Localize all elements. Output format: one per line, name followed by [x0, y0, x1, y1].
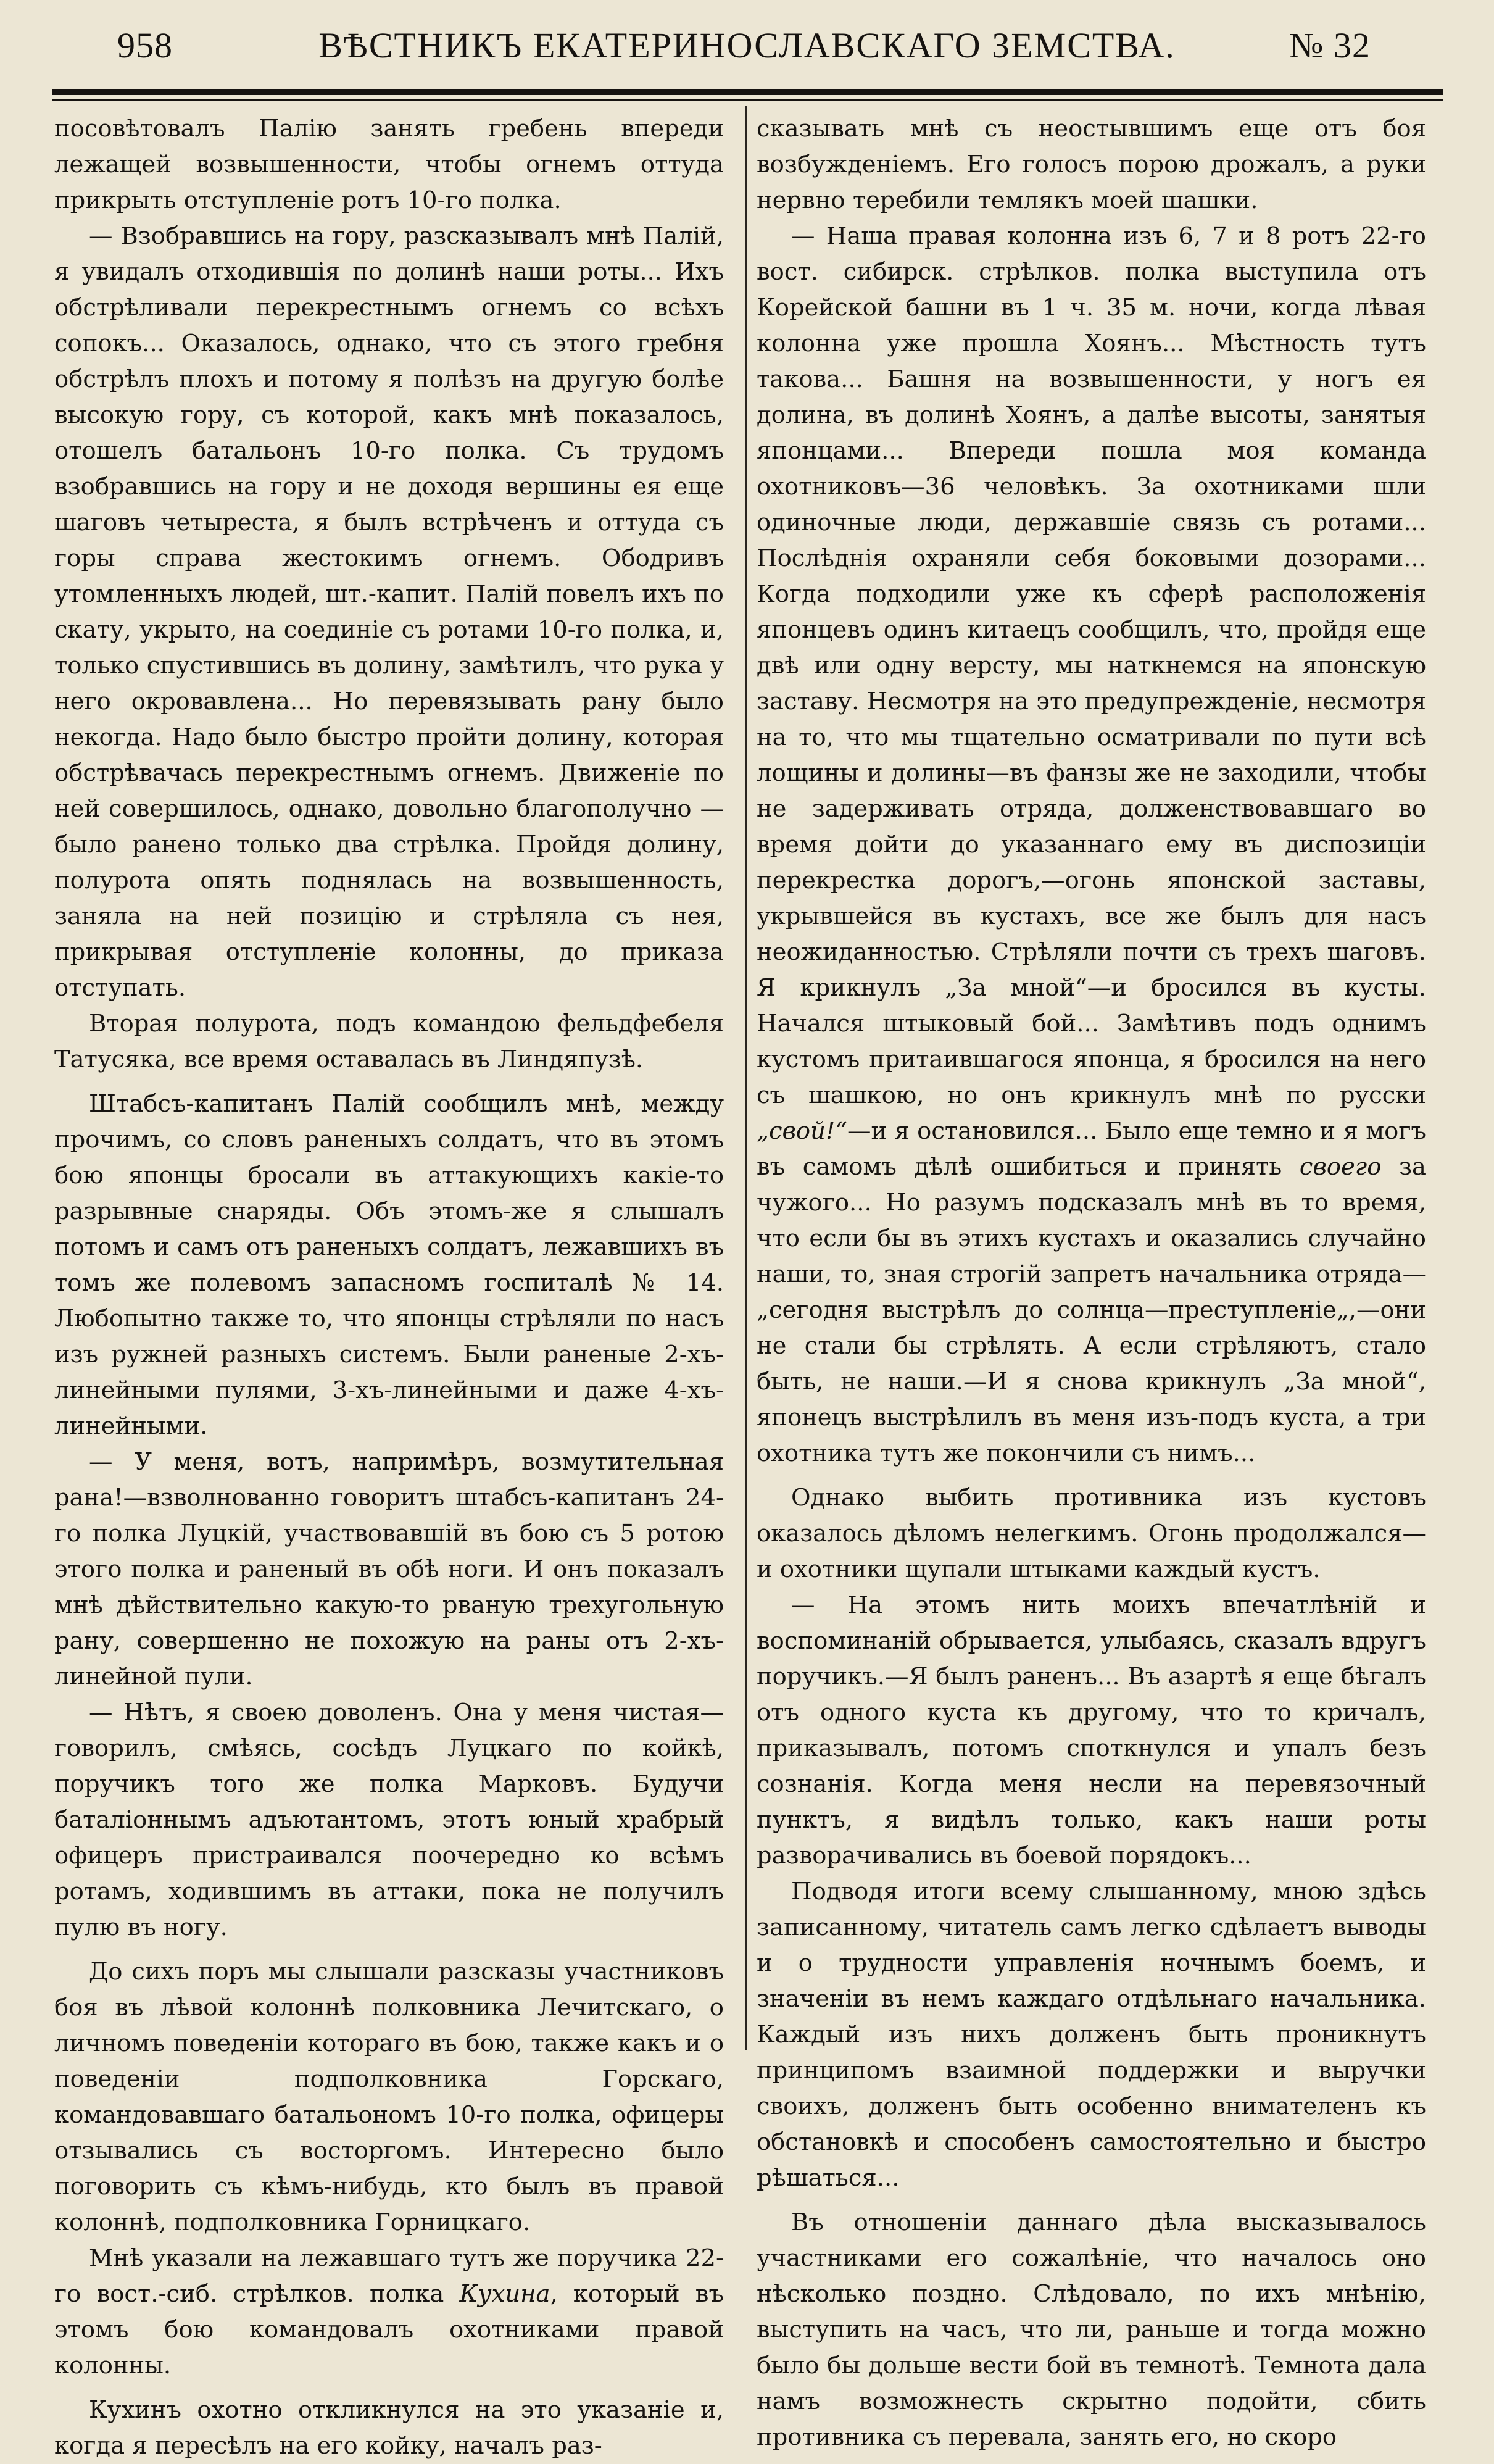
text-run: за чужого... Но разумъ подсказалъ мнѣ въ то время, что если бы въ этихъ кустахъ и оказались случайно наши, то, зная строгій запретъ начальника отряда—„сегодня выстрѣлъ до солнца—преступленіе„,—они не стали бы стрѣлять. А если стрѣляютъ, стало быть, не наши.—И я снова крикнулъ „За мной“, японецъ выстрѣлилъ въ меня изъ-подъ куста, а три охотника тутъ же покончили съ нимъ... [757, 1153, 1426, 1467]
paragraph: — На этомъ нить моихъ впечатлѣній и воспоминаній обрывается, улыбаясь, сказалъ вдругъ поручикъ.—Я былъ раненъ... Въ азартѣ я еще бѣгалъ отъ одного куста къ другому, что то кричалъ, приказывалъ, потомъ споткнулся и упалъ безъ сознанія. Когда меня несли на перевязочный пунктъ, я видѣлъ только, какъ наши роты разворачивались въ боевой порядокъ... [757, 1591, 1426, 1870]
text-run: —и я остановился... Было еще темно и я могъ въ самомъ дѣлѣ ошибиться и принять [757, 1117, 1426, 1181]
issue-number: № 32 [1289, 25, 1371, 65]
journal-title: ВѢСТНИКЪ ЕКАТЕРИНОСЛАВСКАГО ЗЕМСТВА. [318, 25, 1176, 65]
italic-word: своего [1299, 1153, 1382, 1181]
paragraph: Вторая полурота, подъ командою фельдфебеля Татусяка, все время оставалась въ Линдяпузѣ. [54, 1010, 724, 1073]
header-rule-thick [52, 89, 1443, 95]
paragraph: Штабсъ-капитанъ Палій сообщилъ мнѣ, между прочимъ, со словъ раненыхъ солдатъ, что въ этомъ бою японцы бросали въ аттакующихъ какіе-то разрывные снаряды. Объ этомъ-же я слышалъ потомъ и самъ отъ раненыхъ солдатъ, лежавшихъ въ томъ же полевомъ запасномъ госпиталѣ № 14. Любопытно также то, что японцы стрѣляли по насъ изъ ружней разныхъ системъ. Были раненые 2-хъ-линейными пулями, 3-хъ-линейными и даже 4-хъ-линейными. [54, 1090, 724, 1440]
text-run: Мнѣ указали на лежавшаго тутъ же поручика 22-го вост.-сиб. стрѣлков. полка [54, 2244, 724, 2308]
italic-name: Кухина [459, 2280, 550, 2308]
page-header [56, 25, 1438, 74]
italic-word: „свой!“ [757, 1117, 848, 1145]
paragraph: — Взобравшись на гору, разсказывалъ мнѣ Палій, я увидалъ отходившія по долинѣ наши роты... Ихъ обстрѣливали перекрестнымъ огнемъ со всѣхъ сопокъ... Оказалось, однако, что съ этого гребня обстрѣлъ плохъ и потому я полѣзъ на другую болѣе высокую гору, съ которой, какъ мнѣ показалось, отошелъ батальонъ 10-го полка. Съ трудомъ взобравшись на гору и не доходя вершины ея еще шаговъ четыреста, я былъ встрѣченъ и оттуда съ горы справа жестокимъ огнемъ. Ободривъ утомленныхъ людей, шт.-капит. Палій повелъ ихъ по скату, укрыто, на соединіе съ ротами 10-го полка, и, только спустившись въ долину, замѣтилъ, что рука у него окровавлена... Но перевязывать рану было некогда. Надо было быстро пройти долину, которая обстрѣвачась перекрестнымъ огнемъ. Движеніе по ней совершилось, однако, довольно благополучно — было ранено только два стрѣлка. Пройдя долину, полурота опять поднялась на возвышенность, заняла на ней позицію и стрѣляла съ нея, прикрывая отступленіе колонны, до приказа отступать. [54, 222, 724, 1002]
paragraph: Кухинъ охотно откликнулся на это указаніе и, когда я пересѣлъ на его койку, началъ раз- [54, 2396, 724, 2460]
text-run: , который въ этомъ бою командовалъ охотниками правой колонны. [54, 2280, 724, 2379]
paragraph: посовѣтовалъ Палію занять гребень впереди лежащей возвышенности, чтобы огнемъ оттуда прикрыть отступленіе ротъ 10-го полка. [54, 115, 724, 214]
paragraph: До сихъ поръ мы слышали разсказы участниковъ боя въ лѣвой колоннѣ полковника Лечитскаго, о личномъ поведеніи котораго въ бою, также какъ и о поведеніи подполковника Горскаго, командовавшаго батальономъ 10-го полка, офицеры отзывались съ восторгомъ. Интересно было поговорить съ кѣмъ-нибудь, кто былъ въ правой колоннѣ, подполковника Горницкаго. [54, 1958, 724, 2236]
header-rule-thin [52, 99, 1443, 101]
paragraph: Въ отношеніи даннаго дѣла высказывалось участниками его сожалѣніе, что началось оно нѣсколько поздно. Слѣдовало, по ихъ мнѣнію, выступить на часъ, что ли, раньше и тогда можно было бы дольше вести бой въ темнотѣ. Темнота дала намъ возможнесть скрытно подойти, сбить противника съ перевала, занять его, но скоро [757, 2208, 1426, 2451]
paragraph [54, 2241, 724, 2384]
right-column [757, 111, 1426, 2451]
text-run: — Наша правая колонна изъ 6, 7 и 8 ротъ 22-го вост. сибирск. стрѣлков. полка выступила отъ Корейской башни въ 1 ч. 35 м. ночи, когда лѣвая колонна уже прошла Хоянъ... Мѣстность тутъ такова... Башня на возвышенности, у ногъ ея долина, въ долинѣ Хоянъ, а далѣе высоты, занятыя японцами... Впереди пошла моя команда охотниковъ—36 человѣкъ. За охотниками шли одиночные люди, державшіе связь съ ротами... Послѣднія охраняли себя боковыми дозорами... Когда подходили уже къ сферѣ расположенія японцевъ одинъ китаецъ сообщилъ, что, пройдя еще двѣ или одну версту, мы наткнемся на японскую заставу. Несмотря на это предупрежденіе, несмотря на то, что мы тщательно осматривали по пути всѣ лощины и долины—въ фанзы же не заходили, чтобы не задерживать отряда, долженствовавшаго во время дойти до указаннаго ему въ диспозиціи перекрестка дорогъ,—огонь японской заставы, укрывшейся въ кустахъ, все же былъ для насъ неожиданностью. Стрѣляли почти съ трехъ шаговъ. Я крикнулъ „За мной“—и бросился въ кусты. Начался штыковый бой... Замѣтивъ подъ однимъ кустомъ притаившагося японца, я бросился на него съ шашкою, но онъ крикнулъ мнѣ по русски [757, 222, 1426, 1109]
paragraph: Подводя итоги всему слышанному, мною здѣсь записанному, читатель самъ легко сдѣлаетъ выводы и о трудности управленія ночнымъ боемъ, и значеніи въ немъ каждаго отдѣльнаго начальника. Каждый изъ нихъ долженъ быть проникнутъ принципомъ взаимной поддержки и выручки своихъ, долженъ быть особенно внимателенъ къ обстановкѣ и способенъ самостоятельно и быстро рѣшаться... [757, 1878, 1426, 2192]
left-column [54, 111, 724, 2460]
paragraph [757, 219, 1426, 1471]
paragraph: сказывать мнѣ съ неостывшимъ еще отъ боя возбужденіемъ. Его голосъ порою дрожалъ, а руки нервно теребили темлякъ моей шашки. [757, 115, 1426, 214]
paragraph: — Нѣтъ, я своею доволенъ. Она у меня чистая—говорилъ, смѣясь, сосѣдъ Луцкаго по койкѣ, поручикъ того же полка Марковъ. Будучи баталіоннымъ адъютантомъ, этотъ юный храбрый офицеръ пристраивался поочередно ко всѣмъ ротамъ, ходившимъ въ аттаки, пока не получилъ пулю въ ногу. [54, 1699, 724, 1941]
paragraph: — У меня, вотъ, напримѣръ, возмутительная рана!—взволнованно говоритъ штабсъ-капитанъ 24-го полка Луцкій, участвовавшій въ бою съ 5 ротою этого полка и раненый въ обѣ ноги. И онъ показалъ мнѣ дѣйствительно какую-то рваную трехугольную рану, совершенно не похожую на раны отъ 2-хъ-линейной пули. [54, 1448, 724, 1691]
column-divider [745, 106, 747, 2050]
paragraph: Однако выбить противника изъ кустовъ оказалось дѣломъ нелегкимъ. Огонь продолжался—и охотники щупали штыками каждый кустъ. [757, 1484, 1426, 1583]
page-number: 958 [117, 25, 173, 65]
